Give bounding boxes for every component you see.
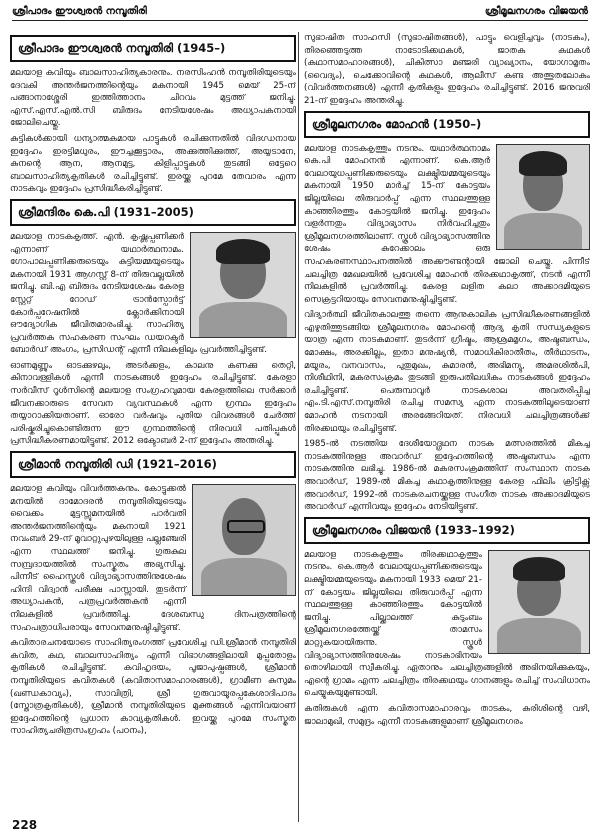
entry-paragraph: കുട്ടികൾക്കായി ധന്യാത്മകമായ പാട്ടുകൾ രചിക്കുന്നതിൽ വിദഗ്ധനായ ഇദ്ദേഹം ഇരട്ടിമധുരം, ഈച്ചക്കൂട്ടാരം, അക്കുത്തിക്കുത്ത്, അയ്യടാനേ, കുനന്റെ ആന, ആനമുട്ട, കിളിപ്പാട്ടുകൾ തുടങ്ങി ഒട്ടേറെ ബാലസാഹിത്യകൃതികൾ രചിച്ചിട്ടുണ്ട്. ഇരയ്ക്കു പുറമേ തേവാരം എന്ന നാടകവും ഇദ്ദേഹം പ്രസിദ്ധീകരിച്ചിട്ടുണ്ട്. — [10, 133, 296, 195]
entry-paragraph: മലയാള നാടകകൃത്തും തിരക്കഥാകൃത്തും നടനും. കെ.ആർ വേലായുധപ്പണിക്കരുടെയും ലക്ഷ്മിയമ്മയുടെയും മകനായി 1933 മെയ് 21-ന് കോട്ടയം ജില്ലയിലെ തിരുവാർപ്പ് എന്ന സ്ഥലത്തുള്ള കാഞ്ഞിരത്തും കോട്ടയിൽ ജനിച്ചു. പില്ക്കാലത്ത് കുടുംബം ശ്രീമൂലനഗരത്തേയ്ക്ക് താമസം മാറ്റുകയായിരുന്നു. സ്കൂൾ വിദ്യാഭ്യാസത്തിനുശേഷം നാടകാഭിനയം തൊഴിലായി സ്വീകരിച്ചു. ഏതാനും ചലച്ചിത്രങ്ങളിൽ അഭിനയിക്കുകയും, എന്റെ ഗ്രാമം എന്ന ചലച്ചിത്രം തിരക്കഥയും ഗാനങ്ങളും രചിച്ച് സംവിധാനം ചെയ്യുകയുമുണ്ടായി. — [304, 549, 590, 699]
portrait-photo — [488, 550, 590, 654]
entry-title-vijayan: ശ്രീമൂലനഗരം വിജയൻ (1933–1992) — [304, 517, 590, 544]
entry-title-mohan: ശ്രീമൂലനഗരം മോഹൻ (1950–) — [304, 111, 590, 138]
entry-paragraph: ഓണമുണ്ണും ഓടക്കുഴലും, അടർക്കളം, കാലനു കണക്കു തെറ്റി, കിനാവള്ളികൾ എന്നീ നാടകങ്ങൾ ഇദ്ദേഹം രചിച്ചിട്ടുണ്ട്. കേരളാ സർവീസ് റൂൾസിന്റെ മലയാള സംഗ്രഹവുമായ കേരളത്തിലെ സർക്കാർ ജീവനക്കാരുടെ സേവന വ്യവസ്ഥകൾ എന്ന ഗ്രന്ഥം ഇദ്ദേഹം തയ്യാറാക്കിയതാണ്. ഓരോ വർഷവും പുതിയ വിവരങ്ങൾ ചേർത്ത് പരിഷ്കരിച്ചുകൊണ്ടിരുന്ന ഈ ഗ്രന്ഥത്തിന്റെ നിരവധി പതിപ്പുകൾ പ്രസിദ്ധീകരണമായിട്ടുണ്ട്. 2012 ഒക്ടോബർ 2-ന് ഇദ്ദേഹം അന്തരിച്ചു. — [10, 360, 296, 447]
entry-title-sreeman: ശ്രീമാൻ നമ്പൂതിരി ഡി (1921–2016) — [10, 451, 296, 478]
portrait-body-shape — [504, 213, 581, 249]
entry-title-sreemandiram: ശ്രീമന്ദിരം കെ.പി (1931–2005) — [10, 199, 296, 226]
entry-paragraph: മലയാള കവിയും വിവർത്തകനും. കോട്ടുക്കൽ മനയിൽ ദാമോദരൻ നമ്പൂതിരിയുടെയും വൈക്കം മുട്ടസ്സുമനയിൽ പാർവതി അന്തർജനത്തിന്റെയും മകനായി 1921 നവംബർ 29-ന് മൂവാറ്റുപുഴയിലുള്ള പല്ലഞ്ചേരി എന്ന സ്ഥലത്ത് ജനിച്ചു. ഗുരുകുല സമ്പ്രദായത്തിൽ സംസ്കൃതം അഭ്യസിച്ചു. പിന്നീട് ഹൈസ്കൂൾ വിദ്യാഭ്യാസത്തിനുശേഷം ഹിന്ദി വിദ്വാൻ പരീക്ഷ പാസ്സായി. തുടർന്ന് അധ്യാപകൻ, പത്രപ്രവർത്തകൻ എന്നീ നിലകളിൽ പ്രവർത്തിച്ചു. ദേശബന്ധു ദിനപത്രത്തിന്റെ സഹപത്രാധിപരായും സേവനമനുഷ്ഠിച്ചിട്ടുണ്ട്. — [10, 484, 296, 633]
portrait-photo — [190, 232, 296, 338]
portrait-hair-shape — [216, 239, 270, 264]
portrait-hair-shape — [513, 557, 565, 581]
running-header — [12, 6, 588, 21]
portrait-glasses-shape — [227, 520, 266, 533]
portrait-photo — [496, 144, 590, 250]
entry-paragraph: 1985-ൽ നടത്തിയ ദേശീയോദ്ഗ്രഥന നാടക മത്സരത്തിൽ മികച്ച നാടകത്തിനുള്ള അവാർഡ് ഇദ്ദേഹത്തിന്റെ അഷ്ടബന്ധം എന്ന നാടകത്തിനു ലഭിച്ചു. 1986-ൽ മകരസംക്രമത്തിന് സംസ്ഥാന നാടക അവാർഡ്, 1989-ൽ മികച്ച കഥാകൃത്തിനുള്ള കേരള ഫിലിം ക്രിട്ടിക്സ് അവാർഡ്, 1992-ൽ നാടകരചനയ്ക്കുള്ള സംഗീത നാടക അക്കാദമിയുടെ അവാർഡ് എന്നിവയും ഇദ്ദേഹം നേടിയിട്ടുണ്ട്. — [304, 439, 590, 513]
entry-paragraph: മലയാള കവിയും ബാലസാഹിത്യകാരനും. നരസിംഹൻ നമ്പൂതിരിയുടെയും ദേവകി അന്തർജനത്തിന്റെയും മകനായി 1945 മെയ് 25-ന് പങ്ങാനാശ്ശേരി ഇത്തിത്താനം ചിറവം മുട്ടത്ത് ജനിച്ചു. എസ്.എസ്.എൽ.സി ബിരുദം നേടിയശേഷം അധ്യാപകനായി ജോലിചെയ്തു. — [10, 68, 296, 129]
portrait-body-shape — [199, 302, 286, 338]
header-left: ശ്രീപാദം ഈശ്വരൻ നമ്പൂതിരി — [12, 6, 147, 17]
entry-paragraph: വിദ്യാർത്ഥി ജീവിതകാലത്തു തന്നെ ആനുകാലിക പ്രസിദ്ധീകരണങ്ങളിൽ എഴുതിത്തുടങ്ങിയ ശ്രീമൂലനഗരം മോഹന്റെ ആദ്യ കൃതി സന്ധ്യകളുടെ യാത്ര എന്ന നാടകമാണ്. തുടർന്ന് ഗ്രീഷ്മം, ആശ്രമമൃഗം, അഷ്ടബന്ധം, മോക്ഷം, അരക്കില്ലം, ഇതാ മനുഷ്യൻ, സമാധികിരാതീതം, തീർഥാടനം, മയൂരം, വനവാസം, പുതുമുഖം, കുമാരൻ, അഭിമന്യു, അമരശിൽപി, നിശീഥിനി, മകരസംക്രമം തുടങ്ങി ഇരുപതിലധികം നാടകങ്ങൾ ഇദ്ദേഹം രചിച്ചിട്ടുണ്ട്. പെരുമ്പാവൂർ നാടകശാല അവതരിപ്പിച്ച എം.ടി.എസ്.നമ്പൂതിരി രചിച്ച സമസ്യ എന്ന നാടകത്തിലൂടെയാണ് മോഹൻ നടനായി അരങ്ങേറിയത്. നിരവധി ചലച്ചിത്രങ്ങൾക്ക് തിരക്കഥയും രചിച്ചിട്ടുണ്ട്. — [304, 310, 590, 434]
entry-paragraph: മലയാള നാടകകൃത്ത്. എൻ. കൃഷ്ണപ്പണിക്കർ എന്നാണ് യഥാർത്ഥനാമം. ഗോപാലപ്പണിക്കരുടെയും കുട്ടിയമ്മയുടെയും മകനായി 1931 ആഗസ്റ്റ് 8-ന് തിരുവല്ലയിൽ ജനിച്ചു. ബി.എ ബിരുദം നേടിയശേഷം കേരള സ്റ്റേറ്റ് റോഡ് ട്രാൻസ്പോർട്ട് കോർപ്പറേഷനിൽ ക്ലോർക്കിനായി ഔദ്യോഗിക ജീവിതമാരംഭിച്ചു. സാഹിത്യ പ്രവർത്തക സഹകരണ സംഘം ഡയറക്ടർ ബോർഡ് അംഗം, പ്രസിഡന്റ് എന്നീ നിലകളിലും പ്രവർത്തിച്ചിട്ടുണ്ട്. — [10, 231, 267, 356]
entry-paragraph: കവിതാരചനയോടെ സാഹിത്യരംഗത്ത് പ്രവേശിച്ച ഡി.ശ്രീമാൻ നമ്പൂതിരി കവിത, കഥ, ബാലസാഹിത്യം എന്നീ വിഭാഗങ്ങളിലായി മുപ്പതോളം കൃതികൾ രചിച്ചിട്ടുണ്ട്. കവിഹൃദയം, പൂജാപുഷ്പങ്ങൾ, ശ്രീമാൻ നമ്പൂതിരിയുടെ കവിതകൾ (കവിതാസമാഹാരങ്ങൾ), ഗ്രാമീണ കുസുമം (ഖണ്ഡകാവ്യം), സാവിത്രി, ശ്രീ ഗുരുവായൂരപ്പകേശാദിപാദം (സ്തോത്രകൃതികൾ), ശ്രീമാൻ നമ്പൂതിരിയുടെ മുക്തങ്ങൾ എന്നിവയാണ് ഇദ്ദേഹത്തിന്റെ പ്രധാന കാവ്യകൃതികൾ. ഇവയ്ക്കു പുറമേ സംസ്കൃത സാഹിത്യചരിത്രസംഗ്രഹം (പഠനം), — [10, 638, 296, 737]
entry-title-sreepadam: ശ്രീപാദം ഈശ്വരൻ നമ്പൂതിരി (1945–) — [10, 35, 296, 62]
page-number: 228 — [12, 818, 38, 832]
header-right: ശ്രീമൂലനഗരം വിജയൻ — [484, 6, 588, 17]
portrait-photo — [192, 484, 296, 596]
portrait-body-shape — [497, 618, 581, 654]
column-divider — [298, 32, 299, 822]
entry-paragraph: മലയാള നാടകകൃത്തും നടനും. യഥാർത്ഥനാമം കെ.പി മോഹനൻ എന്നാണ്. കെ.ആർ വേലായുധപ്പണിക്കരുടെയും ലക്ഷ്മിയമ്മയുടെയും മകനായി 1950 മാർച്ച് 15-ന് കോട്ടയം ജില്ലയിലെ തിരുവാർപ്പ് എന്ന സ്ഥലത്തുള്ള കാഞ്ഞിരത്തും കോട്ടയിൽ ജനിച്ചു. ഇദ്ദേഹം വളർന്നതും വിദ്യാഭ്യാസം നിർവഹിച്ചതും ശ്രീമൂലനഗരത്തിലാണ്. സ്കൂൾ വിദ്യാഭ്യാസത്തിനു ശേഷം കുറേക്കാലം ഒരു സഹകരണസ്ഥാപനത്തിൽ അക്കൗണ്ടന്റായി ജോലി ചെയ്തു. പിന്നീട് ചലച്ചിത്ര മേഖലയിൽ പ്രവേശിച്ച മോഹൻ തിരക്കഥാകൃത്ത്, നടൻ എന്നീ നിലകളിൽ പ്രവർത്തിച്ചു. കേരള ലളിത കലാ അക്കാദമിയുടെ സെക്രട്ടറിയായും സേവനമനുഷ്ഠിച്ചിട്ടുണ്ട്. — [304, 143, 590, 305]
entry-paragraph: കതിരുകൾ എന്ന കവിതാസമാഹാരവും താടകം, കുരിശിന്റെ വഴി, ജാലാമുഖി, സമുദ്രം എന്നീ നാടകങ്ങളുമാണ് ശ്രീമൂലനഗരം — [304, 703, 590, 727]
left-column — [10, 32, 296, 822]
portrait-hair-shape — [519, 151, 567, 176]
right-column — [304, 32, 590, 822]
entry-paragraph: സുഭാഷിത സാഹസി (സുഭാഷിതങ്ങൾ), പാട്ടും വെളിച്ചവും (നാടകം), തിരഞ്ഞെടുത്ത നാടോടിക്കഥകൾ, ജാതക കഥകൾ (കഥാസമാഹാരങ്ങൾ), ചികിത്സാ മഞ്ജരി വ്യാഖ്യാനം, യോഗാമൃതം (വൈദ്യം), ചെക്കോവിന്റെ കഥകൾ, ആലീസ് കണ്ട അത്ഭുതലോകം (വിവർത്തനങ്ങൾ) എന്നീ കൃതികളും ഇദ്ദേഹം രചിച്ചിട്ടുണ്ട്. 2016 ജനുവരി 21-ന് ഇദ്ദേഹം അന്തരിച്ചു. — [304, 33, 590, 106]
portrait-body-shape — [201, 558, 287, 596]
